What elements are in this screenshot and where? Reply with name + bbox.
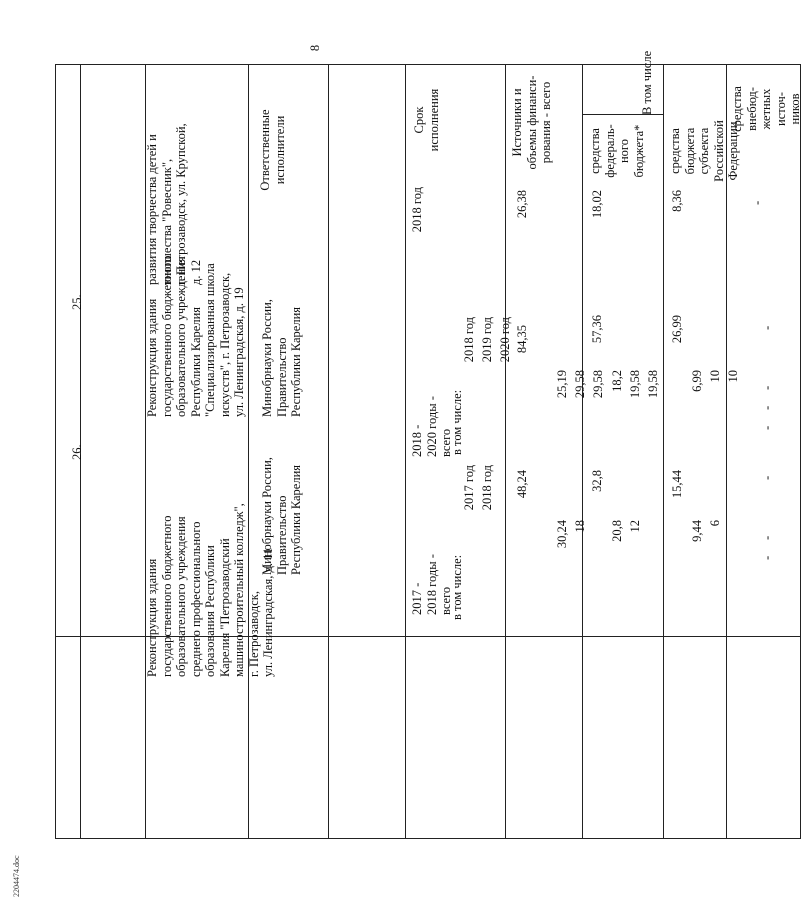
row25-total-2019: 29,58 [573,370,587,399]
row25-exec: Минобрнауки России, Правительство Республики Карелия [260,299,303,417]
table-border-column [248,64,249,839]
row25-total: 84,35 [515,325,529,354]
row26-total-2017: 30,24 [555,520,569,549]
row25-federal-2019: 19,58 [628,370,642,399]
row25-name: Реконструкция здания государственного бюджетного образовательного учреждения Республики Карелия "Специализированная школа искусств", г. Петрозаводск, ул. Ленинградская, д. 19 [145,255,246,417]
header-offbudget: средства внебюд- жетных источ- ников [730,86,802,132]
header-term: Срок исполнения [412,88,441,152]
row25-subject-2020: 10 [726,370,740,383]
table-border-top-edge [55,64,800,65]
row25-off: - [760,325,774,330]
row25-term-2019: 2019 год [480,317,494,363]
row26-off-2018: - [760,555,774,560]
table-border-column [505,64,506,839]
table-border-column [582,64,583,839]
row25-off-2020: - [760,425,774,430]
row26-term-incl: в том числе: [450,554,464,620]
table-border-column [663,64,664,839]
row26-term-2018: 2018 год [480,465,494,511]
row26-federal: 32,8 [590,470,604,492]
row0-off: - [750,200,764,205]
table-border-bottom [55,838,800,839]
row25-term: 2018 - 2020 годы - всего [410,396,453,457]
table-border-column [800,64,801,839]
page-number: 8 [308,44,322,52]
row25-num: 25. [70,294,84,310]
row25-off-2018: - [760,385,774,390]
row26-subject-2018: 6 [708,520,722,527]
header-federal: средства федераль- ного бюджета* [588,124,646,178]
row0-total: 26,38 [515,190,529,219]
table-border-top [55,64,56,839]
row26-federal-2018: 12 [628,520,642,533]
header-incl: В том числе [640,50,654,115]
row0-subject: 8,36 [670,190,684,212]
row25-off-2019: - [760,405,774,410]
row25-subject-2019: 10 [708,370,722,383]
row25-term-2020: 2020 год [498,317,512,363]
row0-federal: 18,02 [590,190,604,219]
row26-subject: 15,44 [670,470,684,499]
row26-total: 48,24 [515,470,529,499]
row25-subject-2018: 6,99 [690,370,704,392]
row0-term: 2018 год [410,187,424,233]
row26-off: - [760,475,774,480]
row26-exec: Минобрнауки России, Правительство Республики Карелия [260,457,303,575]
row26-total-2018: 18 [573,520,587,533]
row26-name: Реконструкция здания государственного бюджетного образовательного учреждения среднего профессионального образования Республики Карелия "Петрозаводский машиностроительный колледж", г. Петрозаводск, ул. Ленинградская, д. 11 [145,503,275,677]
row0-name: развития творчества детей и юношества "Ровесник", г. Петрозаводск, ул. Крупской, д. 12 [145,123,203,285]
row26-federal-2017: 20,8 [610,520,624,542]
row25-total-2018: 25,19 [555,370,569,399]
row25-federal: 57,36 [590,315,604,344]
row26-subject-2017: 9,44 [690,520,704,542]
row25-subject: 26,99 [670,315,684,344]
row25-federal-2018: 18,2 [610,370,624,392]
row25-federal-2020: 19,58 [646,370,660,399]
row25-term-incl: в том числе: [450,389,464,455]
footer-code: 2204474.doc [12,855,21,897]
row26-off-2017: - [760,535,774,540]
header-total: Источники и объемы финанси- рования - всего [510,75,553,170]
table-border-column [328,64,329,839]
row26-num: 26. [70,444,84,460]
row25-term-2018: 2018 год [462,317,476,363]
table-border-column [405,64,406,839]
header-subject: средства бюджета субъекта Российской Федерации [668,120,740,182]
row25-total-2020: 29,58 [591,370,605,399]
row26-term: 2017 - 2018 годы - всего [410,554,453,615]
row26-term-2017: 2017 год [462,465,476,511]
header-executors: Ответственные исполнители [258,109,287,191]
